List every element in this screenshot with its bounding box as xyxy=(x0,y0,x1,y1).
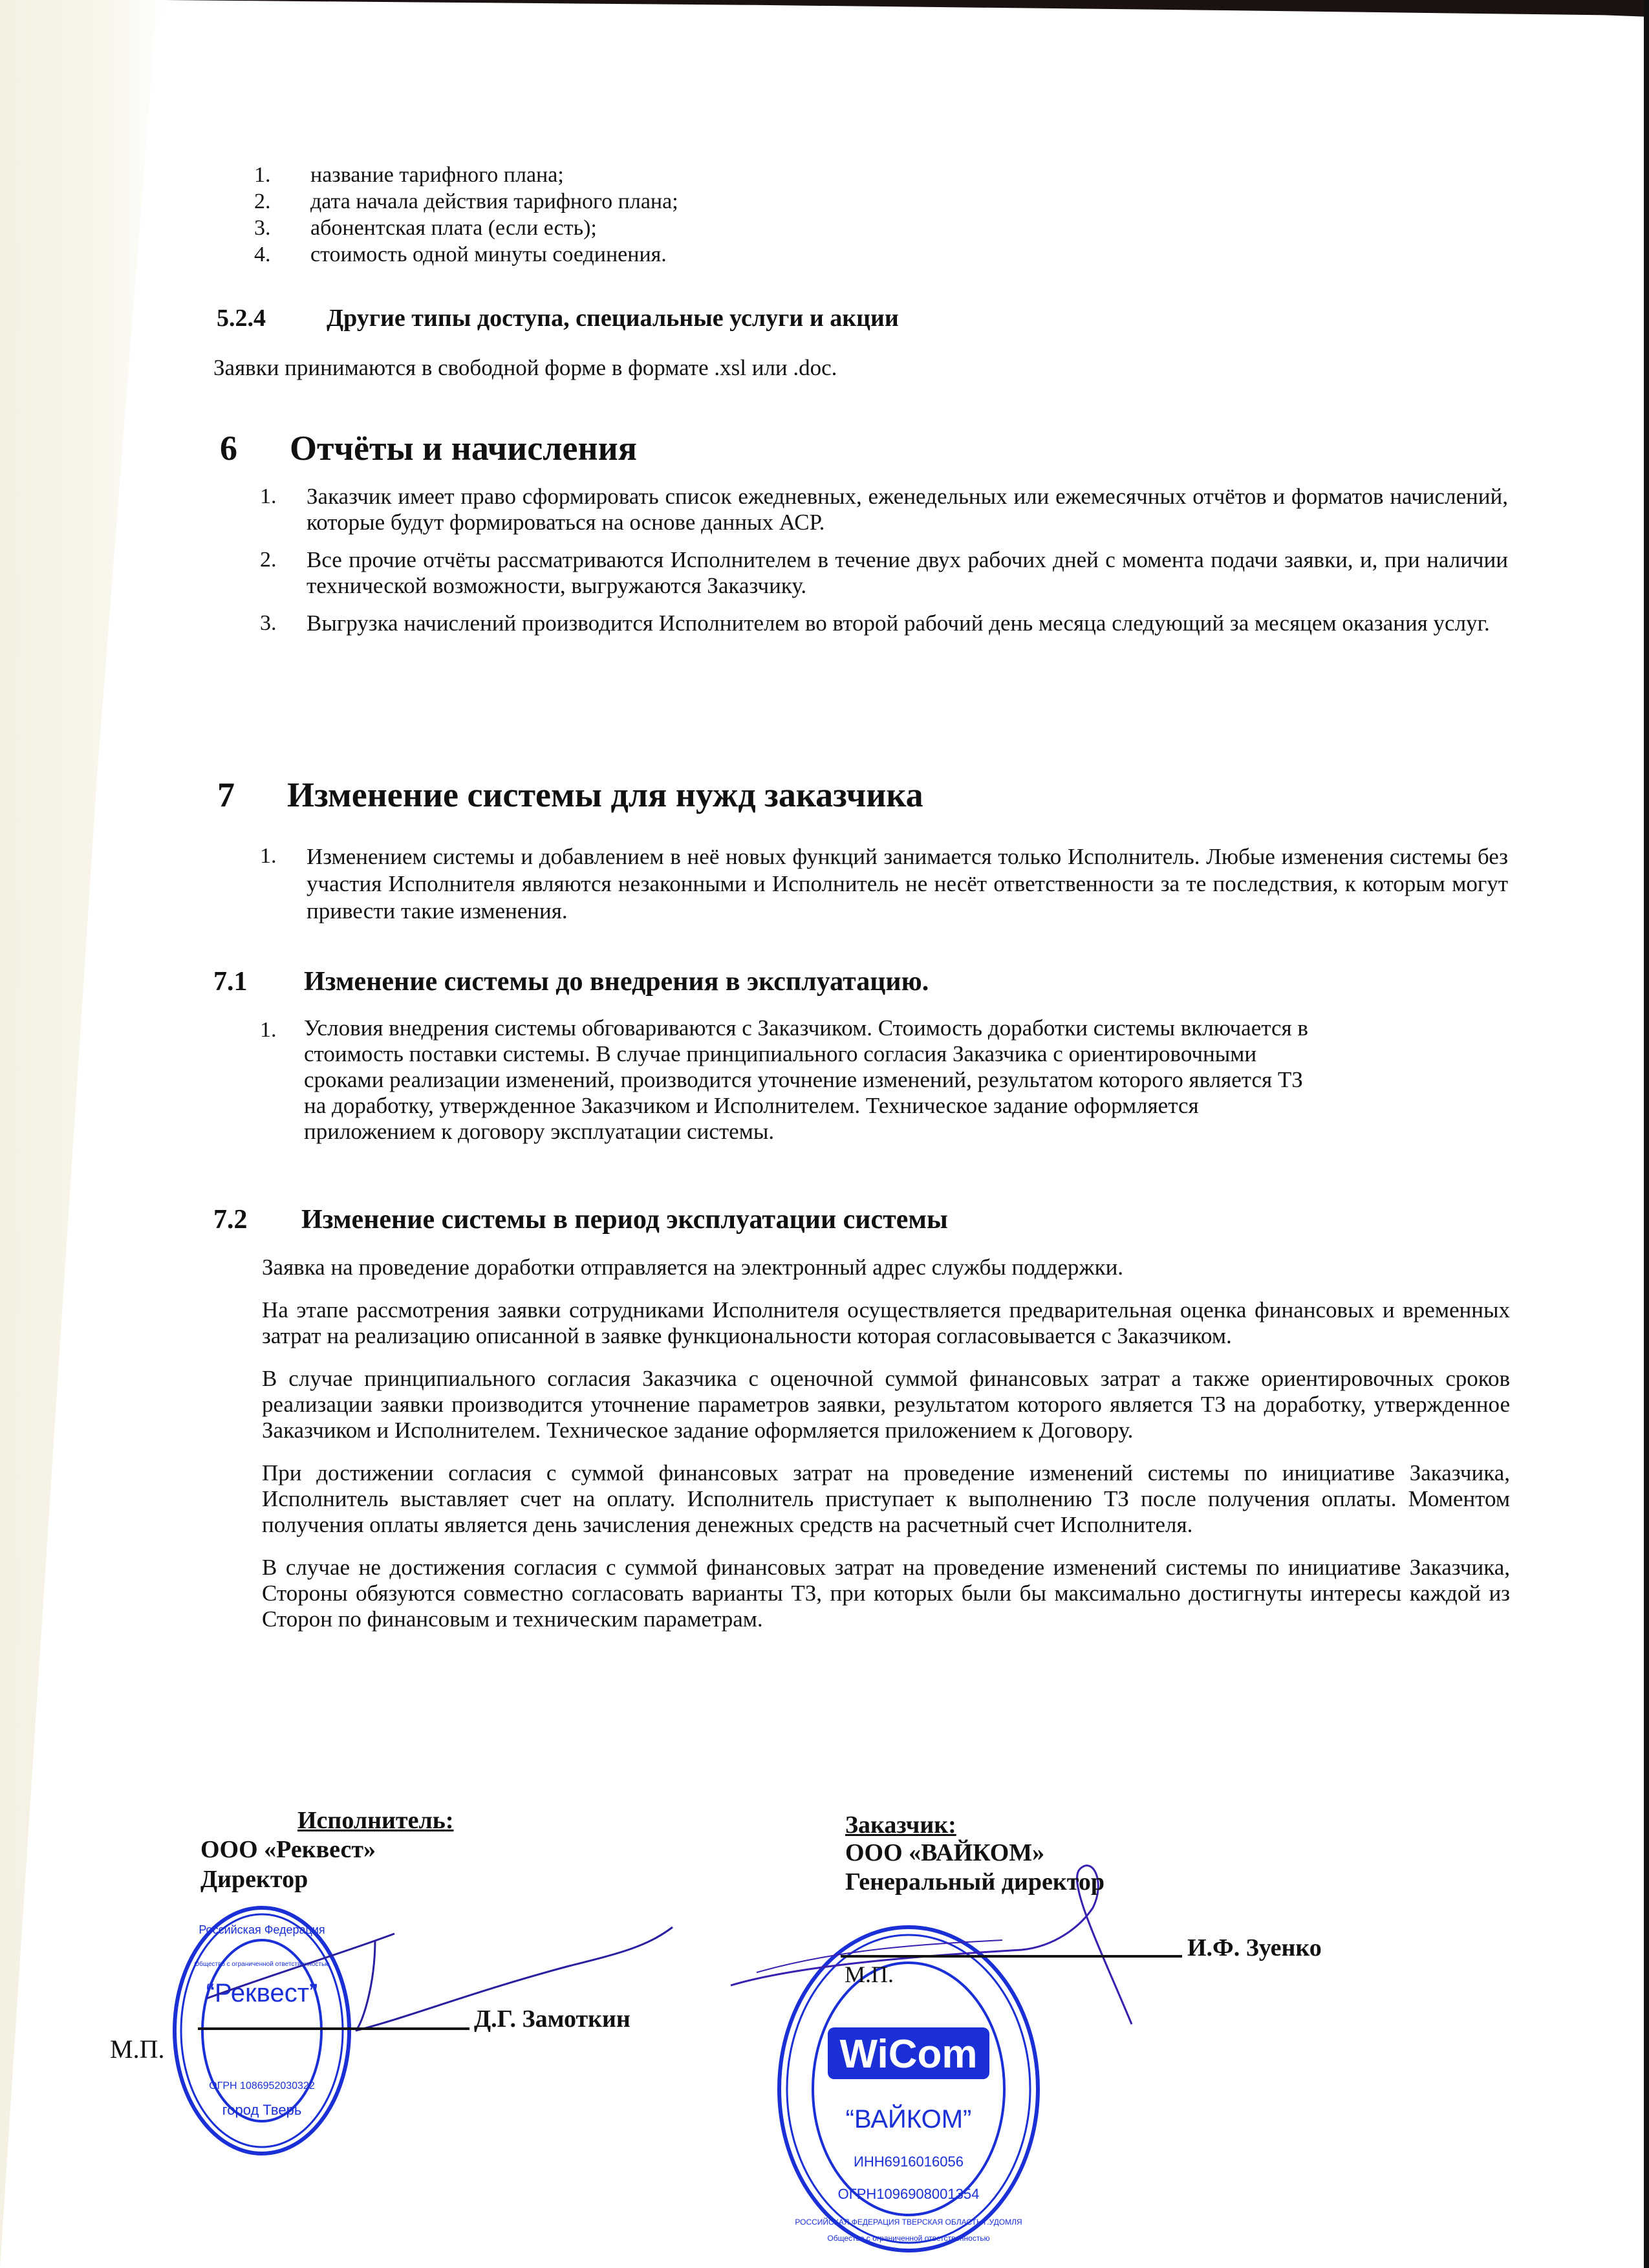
seal-label: М.П. xyxy=(110,2035,165,2064)
wicom-logo: WiCom xyxy=(839,2032,978,2077)
contractor-role: Исполнитель: xyxy=(297,1807,454,1834)
section-title: Изменение системы до внедрения в эксплуатацию. xyxy=(304,967,929,997)
list-item xyxy=(260,610,1508,636)
stamp-ogrn: ОГРН1096908001354 xyxy=(837,2186,980,2202)
signature-line xyxy=(841,1955,1182,1958)
section-number: 7.2 xyxy=(213,1205,248,1235)
list-item xyxy=(260,547,1508,599)
section-7-list xyxy=(260,843,1508,925)
scan-edge-top xyxy=(162,0,1649,17)
seal-label: М.П. xyxy=(845,1961,894,1987)
section-number: 7 xyxy=(217,775,235,814)
section-body: Заявки принимаются в свободной форме в формате .xsl или .doc. xyxy=(213,355,837,380)
customer-role: Заказчик: xyxy=(845,1811,956,1839)
section-6-list xyxy=(260,484,1508,636)
stamp-center-text: “ВАЙКОМ” xyxy=(845,2105,972,2133)
section-number: 5.2.4 xyxy=(217,305,266,332)
text-line: на доработку, утвержденное Заказчиком и Исполнителем. Техническое задание оформляется xyxy=(304,1093,1199,1118)
section-title: Изменение системы в период эксплуатации системы xyxy=(301,1205,948,1235)
list-number: 3. xyxy=(260,611,277,635)
section-number: 6 xyxy=(220,429,237,468)
stamp-ring-text: Общество с ограниченной ответственностью xyxy=(194,1961,330,1968)
list-item: название тарифного плана; xyxy=(310,163,564,187)
paragraph: В случае не достижения согласия с суммой финансовых затрат на проведение изменений системы по инициативе Заказчика, Стороны обязуются совместно согласовать варианты ТЗ, при которых были бы максимально достигнуты интересы каждой из Сторон по финансовым и техническим параметрам. xyxy=(262,1555,1510,1632)
list-number: 1. xyxy=(260,484,277,508)
contractor-name: Д.Г. Замоткин xyxy=(474,2005,630,2033)
contractor-signature xyxy=(181,1901,698,2057)
text-line: приложением к договору эксплуатации системы. xyxy=(304,1119,775,1144)
customer-position: Генеральный директор xyxy=(845,1868,1105,1895)
signature-line xyxy=(198,2027,469,2030)
list-number: 1. xyxy=(254,163,271,187)
list-item xyxy=(304,1015,1308,1145)
list-number: 2. xyxy=(260,548,277,572)
section-number: 7.1 xyxy=(213,967,248,997)
list-item xyxy=(260,843,1508,925)
list-item: абонентская плата (если есть); xyxy=(310,216,597,240)
scan-edge-right xyxy=(1644,0,1649,2268)
contractor-company: ООО «Реквест» xyxy=(200,1836,376,1863)
stamp-inn: ИНН6916016056 xyxy=(854,2154,964,2170)
paragraph: Заявка на проведение доработки отправляется на электронный адрес службы поддержки. xyxy=(262,1255,1124,1280)
section-title: Другие типы доступа, специальные услуги и акции xyxy=(327,305,899,332)
list-number: 1. xyxy=(260,844,277,868)
list-item: дата начала действия тарифного плана; xyxy=(310,189,678,213)
stamp-outer-text: РОССИЙСКАЯ ФЕДЕРАЦИЯ ТВЕРСКАЯ ОБЛАСТЬ Г.УДОМЛЯ xyxy=(795,2218,1022,2227)
list-item-text: Все прочие отчёты рассматриваются Исполнителем в течение двух рабочих дней с момента подачи заявки, и, при наличии технической возможности, выгружаются Заказчику. xyxy=(307,547,1508,598)
paragraph: В случае принципиального согласия Заказчика с оценочной суммой финансовых затрат а также ориентировочных сроков реализации заявки производится уточнение параметров заявки, результатом которого является ТЗ на доработку, утвержденное Заказчиком и Исполнителем. Техническое задание оформляется приложением к Договору. xyxy=(262,1366,1510,1443)
text-line: сроками реализации изменений, производится уточнение изменений, результатом которого является ТЗ xyxy=(304,1067,1303,1092)
text-line: стоимость поставки системы. В случае принципиального согласия Заказчика с ориентировочными xyxy=(304,1041,1257,1066)
stamp-city: город Тверь xyxy=(222,2102,302,2118)
list-number: 2. xyxy=(254,189,271,213)
contractor-position: Директор xyxy=(200,1866,308,1893)
section-7-2-body xyxy=(262,1255,1510,1632)
section-title: Изменение системы для нужд заказчика xyxy=(287,775,923,814)
stamp-center-text: “Реквест” xyxy=(206,1979,318,2007)
customer-company: ООО «ВАЙКОМ» xyxy=(845,1839,1045,1866)
customer-name: И.Ф. Зуенко xyxy=(1187,1934,1322,1961)
stamp-ogrn: ОГРН 1086952030322 xyxy=(209,2080,315,2091)
list-item xyxy=(260,484,1508,535)
section-title: Отчёты и начисления xyxy=(290,429,637,468)
list-number: 1. xyxy=(260,1018,277,1042)
text-line: Условия внедрения системы обговариваются с Заказчиком. Стоимость доработки системы включается в xyxy=(304,1015,1308,1041)
list-item-text: Заказчик имеет право сформировать список ежедневных, еженедельных или ежемесячных отчётов и форматов начислений, которые будут формироваться на основе данных АСР. xyxy=(307,484,1508,535)
stamp-outer-text: Российская Федерация xyxy=(199,1923,325,1936)
paragraph: На этапе рассмотрения заявки сотрудниками Исполнителя осуществляется предварительная оценка финансовых и временных затрат на реализацию описанной в заявке функциональности которая согласовывается с Заказчиком. xyxy=(262,1297,1510,1348)
paragraph: При достижении согласия с суммой финансовых затрат на проведение изменений системы по инициативе Заказчика, Исполнитель выставляет счет на оплату. Исполнитель приступает к выполнению ТЗ после получения оплаты. Моментом получения оплаты является день зачисления денежных средств на расчетный счет Исполнителя. xyxy=(262,1460,1510,1537)
scan-margin-left xyxy=(0,0,168,2268)
stamp-ring-text: Общество с ограниченной ответственностью xyxy=(827,2234,990,2243)
list-item-text: Изменением системы и добавлением в неё новых функций занимается только Исполнитель. Любые изменения системы без участия Исполнителя являются незаконными и Исполнитель не несёт ответственности за те последствия, к которым могут привести такие изменения. xyxy=(307,844,1508,923)
list-number: 4. xyxy=(254,243,271,266)
list-item-text: Выгрузка начислений производится Исполнителем во второй рабочий день месяца следующий за месяцем оказания услуг. xyxy=(307,610,1490,636)
list-number: 3. xyxy=(254,216,271,240)
list-item: стоимость одной минуты соединения. xyxy=(310,243,667,266)
